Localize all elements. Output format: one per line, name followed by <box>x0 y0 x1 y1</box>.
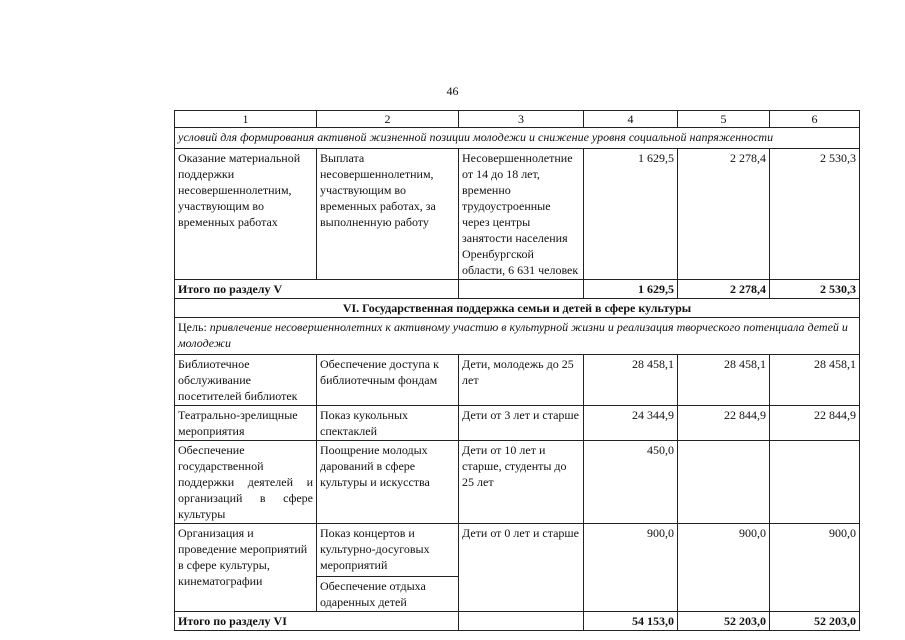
header-col-5: 5 <box>678 111 770 128</box>
goal-cell <box>175 318 860 355</box>
total-vi-value-4: 54 153,0 <box>584 612 678 631</box>
total-vi-value-6: 52 203,0 <box>770 612 860 631</box>
row-library-target: Дети, молодежь до 25 лет <box>459 355 584 406</box>
row-support-value-5: 2 278,4 <box>678 149 770 280</box>
total-vi-value-5: 52 203,0 <box>678 612 770 631</box>
table-row-events <box>175 524 860 577</box>
row-events-activity-concerts: Показ концертов и культурно-досуговых мероприятий <box>317 524 459 577</box>
row-theatre-target: Дети от 3 лет и старше <box>459 406 584 441</box>
table-row-support <box>175 149 860 280</box>
row-state-activity: Поощрение молодых дарований в сфере культуры и искусства <box>317 441 459 524</box>
row-events-activity-gifted: Обеспечение отдыха одаренных детей <box>317 577 459 612</box>
row-events-value-4: 900,0 <box>584 524 678 612</box>
header-col-2: 2 <box>317 111 459 128</box>
row-library-measure: Библиотечное обслуживание посетителей библиотек <box>175 355 317 406</box>
header-col-6: 6 <box>770 111 860 128</box>
row-theatre-measure: Театрально-зрелищные мероприятия <box>175 406 317 441</box>
budget-table <box>174 110 860 631</box>
total-row-v <box>175 280 860 299</box>
total-v-label: Итого по разделу V <box>175 280 459 299</box>
total-v-value-4: 1 629,5 <box>584 280 678 299</box>
table-row-state-support <box>175 441 860 524</box>
continuation-row <box>175 128 860 149</box>
row-state-target: Дети от 10 лет и старше, студенты до 25 лет <box>459 441 584 524</box>
goal-text: привлечение несовершеннолетних к активному участию в культурной жизни и реализация творческого потенциала детей и молодежи <box>178 320 848 350</box>
row-theatre-value-6: 22 844,9 <box>770 406 860 441</box>
row-library-value-5: 28 458,1 <box>678 355 770 406</box>
goal-prefix: Цель: <box>178 320 207 334</box>
continuation-text: условий для формирования активной жизненной позиции молодежи и снижение уровня социальной напряженности <box>175 128 860 149</box>
row-events-value-5: 900,0 <box>678 524 770 612</box>
header-col-3: 3 <box>459 111 584 128</box>
total-v-empty <box>459 280 584 299</box>
row-events-value-6: 900,0 <box>770 524 860 612</box>
total-v-value-6: 2 530,3 <box>770 280 860 299</box>
row-state-value-5 <box>678 441 770 524</box>
total-row-vi <box>175 612 860 631</box>
table-row-theatre <box>175 406 860 441</box>
row-support-target: Несовершеннолетние от 14 до 18 лет, временно трудоустроенные через центры занятости населения Оренбургской области, 6 631 человек <box>459 149 584 280</box>
total-vi-label: Итого по разделу VI <box>175 612 459 631</box>
row-support-value-4: 1 629,5 <box>584 149 678 280</box>
row-library-value-4: 28 458,1 <box>584 355 678 406</box>
row-theatre-value-5: 22 844,9 <box>678 406 770 441</box>
section-vi-row <box>175 299 860 318</box>
row-support-value-6: 2 530,3 <box>770 149 860 280</box>
header-col-1: 1 <box>175 111 317 128</box>
table-row-library <box>175 355 860 406</box>
total-vi-empty <box>459 612 584 631</box>
goal-row <box>175 318 860 355</box>
header-row <box>175 111 860 128</box>
section-vi-title: VI. Государственная поддержка семьи и детей в сфере культуры <box>175 299 860 318</box>
row-theatre-value-4: 24 344,9 <box>584 406 678 441</box>
row-state-measure: Обеспечение государственной поддержки деятелей и организаций в сфере культуры <box>175 441 317 524</box>
row-state-value-6 <box>770 441 860 524</box>
row-events-target: Дети от 0 лет и старше <box>459 524 584 612</box>
row-events-measure: Организация и проведение мероприятий в сфере культуры, кинематографии <box>175 524 317 612</box>
row-library-value-6: 28 458,1 <box>770 355 860 406</box>
row-support-measure: Оказание материальной поддержки несовершеннолетним, участвующим во временных работах <box>175 149 317 280</box>
header-col-4: 4 <box>584 111 678 128</box>
row-state-value-4: 450,0 <box>584 441 678 524</box>
row-theatre-activity: Показ кукольных спектаклей <box>317 406 459 441</box>
row-support-activity: Выплата несовершеннолетним, участвующим во временных работах, за выполненную работу <box>317 149 459 280</box>
page-number: 46 <box>446 84 459 98</box>
row-library-activity: Обеспечение доступа к библиотечным фондам <box>317 355 459 406</box>
total-v-value-5: 2 278,4 <box>678 280 770 299</box>
